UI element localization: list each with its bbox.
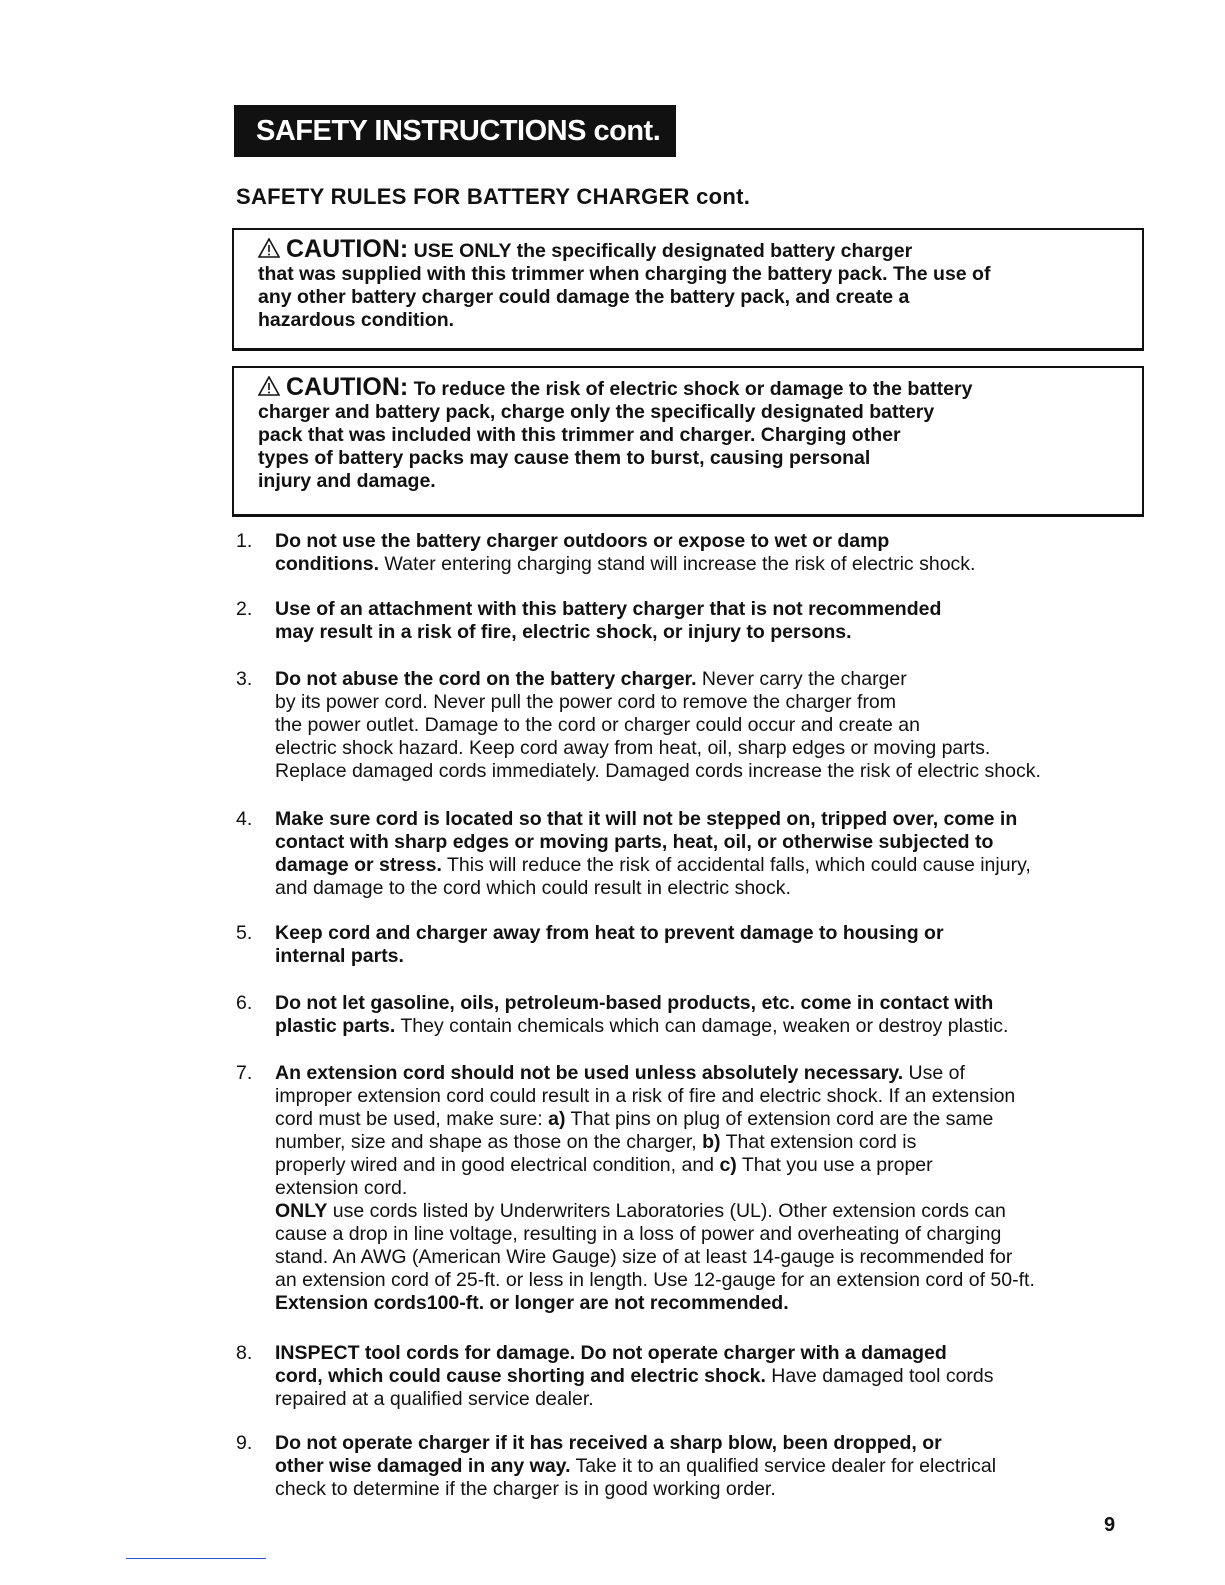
- body-text: That extension cord is properly wired and in good electrical condition, and: [275, 1131, 917, 1176]
- warning-triangle-icon: [258, 376, 280, 396]
- item-number: 6.: [236, 992, 253, 1014]
- body-text: Water entering charging stand will increase the risk of electric shock.: [379, 553, 976, 575]
- caution-text: To reduce the risk of electric shock or damage to the battery charger and battery pack, charge only the specifically designated battery pack that was included with this trimmer and charger. Charging other types of battery packs may cause them to burst, causing personal injury and damage.: [258, 378, 973, 492]
- section-header: SAFETY INSTRUCTIONS cont.: [234, 105, 676, 157]
- divider: [126, 1558, 266, 1559]
- bold-text: Do not abuse the cord on the battery charger.: [275, 668, 697, 690]
- caution-label: CAUTION:: [286, 373, 409, 401]
- bold-text: Extension cords100-ft. or longer are not recommended.: [275, 1292, 789, 1314]
- body-text: Never carry the charger by its power cord. Never pull the power cord to remove the charger from the power outlet. Damage to the cord or charger could occur and create an electric shock hazard. Keep cord away from heat, oil, sharp edges or moving parts. Replace damaged cords immediately. Damaged cords increase the risk of electric shock.: [275, 668, 1041, 782]
- item-text: [275, 530, 1155, 576]
- item-text: [275, 992, 1155, 1038]
- item-number: 7.: [236, 1062, 253, 1084]
- bold-text: INSPECT tool cords for damage. Do not operate charger with a damaged cord, which could cause shorting and electric shock.: [275, 1342, 947, 1387]
- body-text: Have damaged tool cords repaired at a qualified service dealer.: [275, 1365, 994, 1410]
- bold-text: Do not operate charger if it has received a sharp blow, been dropped, or other wise damaged in any way.: [275, 1432, 942, 1477]
- warning-triangle-icon: [258, 238, 280, 258]
- item-text: [275, 1432, 1155, 1501]
- body-text: They contain chemicals which can damage, weaken or destroy plastic.: [395, 1015, 1009, 1037]
- item-text: [275, 598, 1155, 644]
- section-subtitle: SAFETY RULES FOR BATTERY CHARGER cont.: [236, 184, 751, 209]
- item-text: [275, 922, 1155, 968]
- bold-text: Make sure cord is located so that it will not be stepped on, tripped over, come in contact with sharp edges or moving parts, heat, oil, or otherwise subjected to damage or stress.: [275, 808, 1018, 876]
- bold-text: b): [702, 1131, 721, 1153]
- bold-text: c): [719, 1154, 737, 1176]
- body-text: This will reduce the risk of accidental falls, which could cause injury, and damage to the cord which could result in electric shock.: [275, 854, 1031, 899]
- item-number: 8.: [236, 1342, 253, 1364]
- item-number: 3.: [236, 668, 253, 690]
- body-text: Take it to an qualified service dealer for electrical check to determine if the charger is in good working order.: [275, 1455, 997, 1500]
- body-text: use cords listed by Underwriters Laboratories (UL). Other extension cords can cause a drop in line voltage, resulting in a loss of power and overheating of charging stand. An AWG (American Wire Gauge) size of at least 14-gauge is recommended for an extension cord of 25-ft. or less in length. Use 12-gauge for an extension cord of 50-ft.: [275, 1200, 1035, 1291]
- item-text: [275, 1342, 1155, 1411]
- item-text: [275, 808, 1155, 900]
- bold-text: Do not let gasoline, oils, petroleum-based products, etc. come in contact with plastic parts.: [275, 992, 994, 1037]
- caution-label: CAUTION:: [286, 235, 409, 263]
- item-text: [275, 1062, 1155, 1315]
- bold-text: ONLY: [275, 1200, 328, 1222]
- item-number: 4.: [236, 808, 253, 830]
- body-text: Use of improper extension cord could result in a risk of fire and electric shock. If an extension cord must be used, make sure:: [275, 1062, 1016, 1130]
- item-number: 9.: [236, 1432, 253, 1454]
- page-number: 9: [1104, 1514, 1116, 1536]
- caution-box-battery: [232, 366, 1144, 517]
- bold-text: Do not use the battery charger outdoors or expose to wet or damp conditions.: [275, 530, 890, 575]
- bold-text: Use of an attachment with this battery charger that is not recommended may result in a risk of fire, electric shock, or injury to persons.: [275, 598, 942, 643]
- body-text: That you use a proper extension cord.: [275, 1154, 933, 1199]
- caution-box-charger: [232, 228, 1144, 351]
- body-text: That pins on plug of extension cord are the same number, size and shape as those on the charger,: [275, 1108, 994, 1153]
- bold-text: a): [548, 1108, 566, 1130]
- bold-text: An extension cord should not be used unless absolutely necessary.: [275, 1062, 904, 1084]
- item-number: 2.: [236, 598, 253, 620]
- item-number: 5.: [236, 922, 253, 944]
- item-text: [275, 668, 1155, 783]
- bold-text: Keep cord and charger away from heat to prevent damage to housing or internal parts.: [275, 922, 944, 967]
- caution-text: USE ONLY the specifically designated battery charger that was supplied with this trimmer when charging the battery pack. The use of any other battery charger could damage the battery pack, and create a hazardous condition.: [258, 240, 991, 331]
- item-number: 1.: [236, 530, 253, 552]
